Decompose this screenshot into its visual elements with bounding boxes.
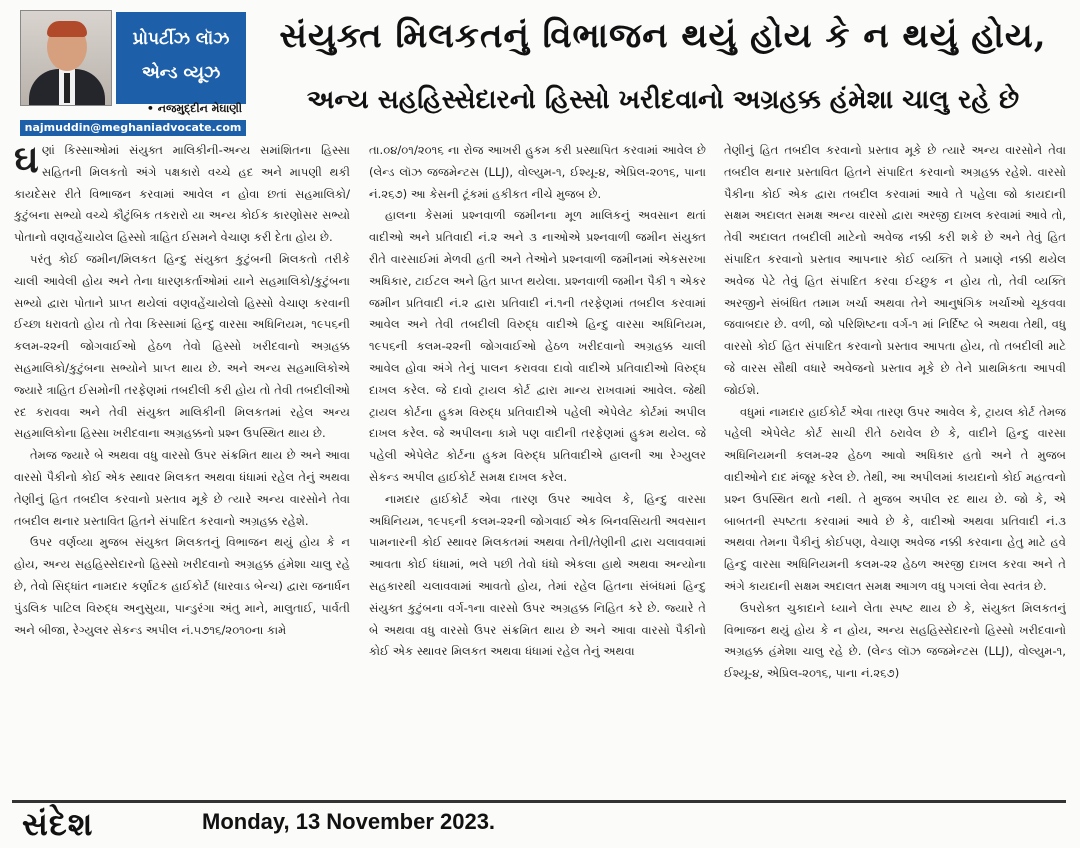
paragraph: નામદાર હાઈકોર્ટ એવા તારણ ઉપર આવેલ કે, હિન્દુ વારસા અધિનિયમ, ૧૯૫૬ની કલમ-૨૨ની જોગવાઈ એક બિનવસિયતી અવસાન પામનારની કોઈ સ્થાવર મિલકતમાં અથવા તેની/તેણીની દ્વારા ચલાવવામાં આવતા કોઈ ધંધામાં, ભલે પછી તેવો ધંધો એકલા હાથે અથવા અન્યોના સહકારથી ચલાવવામાં આવતો હોય, તેમાં રહેલ હિતના સંબંધમાં હિન્દુ સંયુક્ત કુટુંબના વર્ગ-૧ના વારસો ઉપર અગ્રહક્ક નિહિત કરે છે. જ્યારે તે બે અથવા વધુ વારસો ઉપર સંક્રમિત થાય છે અને આવા વારસો પૈકીનો કોઈ એક સ્થાવર મિલકત અથવા ધંધામાં રહેલ તેનું અથવા [369,491,706,659]
paragraph: તેણીનું હિત તબદીલ કરવાનો પ્રસ્તાવ મૂકે છે ત્યારે અન્ય વારસોને તેવા તબદીલ થનાર પ્રસ્તાવિત હિતને સંપાદિત કરવાનો અગ્રહક્ક રહેશે. વારસો પૈકીના કોઈ એક દ્વારા તબદીલ કરવામાં આવે તે પહેલા જો કાયદાની સક્ષમ અદાલત સમક્ષ અન્ય વારસો દ્વારા અરજી દાખલ કરવામાં આવે તો, તેવી અદાલત તબદીલી માટેનો અવેજ નક્કી કરી શકે છે અને તેવું હિત સંપાદિત કરવાનો પ્રસ્તાવ આપનાર કોઈ વ્યક્તિ તે પ્રમાણે નક્કી થયેલ અવેજ પેટે તેવું હિત સંપાદિત કરવા ઈચ્છુક ન હોય તો, તેવી વ્યક્તિ અરજીને સંબંધિત તમામ ખર્ચા અથવા તેને આનુષંગિક ખર્ચાઓ ચૂકવવા જવાબદાર છે. વળી, જો પરિશિષ્ટના વર્ગ-૧ માં નિર્દિષ્ટ બે અથવા તેથી, વધુ વારસો કોઈ હિત સંપાદિત કરવાનો પ્રસ્તાવ આપતા હોય, તો તબદીલી માટે જે વારસ સૌથી વધારે અવેજનો પ્રસ્તાવ મૂકે છે તેને પ્રાથમિકતા આપવી જોઈશે. [724,143,1066,397]
headline [258,6,1068,124]
paragraph: તા.૦૪/૦૧/૨૦૧૬ ના રોજ આખરી હુકમ કરી પ્રસ્થાપિત કરવામાં આવેલ છે (લેન્ડ લૉઝ જજમેન્ટસ (LLJ), વોલ્યુમ-૧, ઈશ્યૂ-૪, એપ્રિલ-૨૦૧૬, પાના નં.૨૬૭) આ કેસની ટૂંકમાં હકીકત નીચે મુજબ છે. [369,143,706,201]
article-column-3 [724,140,1066,796]
headline-line1: સંયુક્ત મિલકતનું વિભાજન થયું હોય કે ન થયું હોય, [279,16,1047,56]
column-name-line1: પ્રોપર્ટીઝ લૉઝ [132,29,230,49]
paragraph: ઉપર વર્ણવ્યા મુજબ સંયુક્ત મિલકતનું વિભાજન થયું હોય કે ન હોય, અન્ય સહહિસ્સેદારનો હિસ્સો ખરીદવાનો અગ્રહક્ક હંમેશા ચાલુ રહે છે, તેવો સિદ્ધાંત નામદાર કર્ણાટક હાઈકોર્ટ (ધારવાડ બેન્ચ) દ્વારા જનાર્ધન પુંડલિક પાટિલ વિરુદ્ધ અનુસુયા, પાન્ડુરંગા અંતુ માને, માલુતાઈ, પાર્વતી અને બીજા, રેગ્યુલર સેકન્ડ અપીલ નં.૫૭૧૬/૨૦૧૦ના કામે [14,535,350,637]
paragraph: ઉપરોક્ત ચુકાદાને ધ્યાને લેતા સ્પષ્ટ થાય છે કે, સંયુક્ત મિલકતનું વિભાજન થયું હોય કે ન હોય, અન્ય સહહિસ્સેદારનો હિસ્સો ખરીદવાનો અગ્રહક્ક હંમેશા ચાલુ રહે છે. (લેન્ડ લૉઝ જજમેન્ટસ (LLJ), વોલ્યુમ-૧, ઈશ્યૂ-૪, એપ્રિલ-૨૦૧૬, પાના નં.૨૬૭) [724,600,1066,681]
column-author-box [20,10,246,134]
paragraph: તેમજ જ્યારે બે અથવા વધુ વારસો ઉપર સંક્રમિત થાય છે અને આવા વારસો પૈકીનો કોઈ એક સ્થાવર મિલકત અથવા ધંધામાં રહેલ તેનું અથવા તેણીનું હિત તબદીલ કરવાનો પ્રસ્તાવ મૂકે છે ત્યારે અન્ય વારસોને તેવા તબદીલ થનાર પ્રસ્તાવિત હિતને સંપાદિત કરવાનો અગ્રહક્ક રહેશે. [14,448,350,528]
newspaper-masthead: સંદેશ [22,805,94,843]
author-email: najmuddin@meghaniadvocate.com [20,120,246,136]
article-column-1 [14,140,350,796]
paragraph: ઘણાં કિસ્સાઓમાં સંયુક્ત માલિકીની-અન્ય સમાંશિતના હિસ્સા સહિતની મિલકતો અંગે પક્ષકારો વચ્ચે હદ અને માપણી થકી કાયદેસર રીતે વિભાજન કરવામાં આવેલ ન હોવા છતાં સહમાલિકો/કુટુંબના સભ્યો વચ્ચે કૌટુંબિક તકરારો યા અન્ય કોઈક કારણોસર સભ્યો પોતાનો વણવહેંચાયેલ હિસ્સો ત્રાહિત ઈસમને વેચાણ કરી દેતા હોય છે. [14,140,350,245]
author-byline: • નજમુદ્દીન મેઘાણી [146,102,242,115]
article-column-2 [369,140,706,796]
column-name-line2: એન્ડ વ્યૂઝ [141,63,221,83]
headline-line2: અન્ય સહહિસ્સેદારનો હિસ્સો ખરીદવાનો અગ્રહક્ક હંમેશા ચાલુ રહે છે [306,85,1020,115]
paragraph: વધુમાં નામદાર હાઈકોર્ટ એવા તારણ ઉપર આવેલ કે, ટ્રાયલ કોર્ટ તેમજ પહેલી એપેલેટ કોર્ટ સાચી રીતે ઠરાવેલ છે કે, વાદીને હિન્દુ વારસા અધિનિયમની કલમ-૨૨ હેઠળ આવો અધિકાર હતો અને તે મુજબ વાદીઓને દાદ મંજૂર કરેલ છે. તેથી, આ અપીલમાં કાયદાનો કોઈ મહત્વનો પ્રશ્ન ઉપસ્થિત થતો નથી. તે મુજબ અપીલ રદ થાય છે. જો કે, એ બાબતની સ્પષ્ટતા કરવામાં આવે છે કે, વાદીઓ અથવા પ્રતિવાદી નં.૩ અથવા તેમના પૈકીનું કોઈપણ, વેચાણ અવેજ નક્કી કરવાના હેતુ માટે હવે હિન્દુ વારસા અધિનિયમની કલમ-૨૨ હેઠળ અરજી દાખલ કરવા અને તે અંગે કાયદાની સક્ષમ અદાલત સમક્ષ આગળ વધુ પગલાં લેવા સ્વતંત્ર છે. [724,404,1066,593]
column-name [116,12,246,104]
paragraph: પરંતુ કોઈ જમીન/મિલકત હિન્દુ સંયુક્ત કુટુંબની મિલકતો તરીકે ચાલી આવેલી હોય અને તેના ધારણકર્તાઓમાં યાને સહમાલિકો/કુટુંબના સભ્યો દ્વારા પોતાને પ્રાપ્ત થયેલાં વણવહેંચાયેલો હિસ્સો વેચાણ કરવાની ઈચ્છા ધરાવતો હોય તો તેવા કિસ્સામાં હિન્દુ વારસા અધિનિયમ, ૧૯૫૬ની કલમ-૨૨ની જોગવાઈઓ હેઠળ તેવો હિસ્સો ખરીદવાનો અગ્રહક્ક સહમાલિકો/કુટુંબના સભ્યોને પ્રાપ્ત થાય છે. અને અન્ય સહમાલિકોએ જ્યારે ત્રાહિત ઈસમોની તરફેણમાં તબદીલી કરી હોય તો તેવી તબદીલીઓ રદ કરાવવા અને તેવી સંયુક્ત માલિકીની મિલકતમાં રહેલ અન્ય સહમાલિકોના હિસ્સા ખરીદવાના અગ્રહક્કનો પ્રશ્ન ઉપસ્થિત થાય છે. [14,251,350,441]
drop-cap: ઘ [14,140,39,181]
article-body [14,140,1068,800]
article-header [8,6,1072,140]
paragraph: હાલના કેસમાં પ્રશ્નવાળી જમીનના મૂળ માલિકનું અવસાન થતાં વાદીઓ અને પ્રતિવાદી નં.૨ અને ૩ નાઓએ પ્રશ્નવાળી જમીન સંયુક્ત રીતે વારસાઈમાં મેળવી હતી અને તેઓને પ્રશ્નવાળી જમીનમાં એકસરખા અધિકાર, ટાઈટલ અને હિત પ્રાપ્ત થયેલા. પ્રશ્નવાળી જમીન પૈકી ૧ એકર જમીન પ્રતિવાદી નં.૨ દ્વારા પ્રતિવાદી નં.૧ની તરફેણમાં તબદીલ કરવામાં આવેલ અને તેવી તબદીલી વિરુદ્ધ વાદીએ હિન્દુ વારસા અધિનિયમ, ૧૯૫૬ની કલમ-૨૨ની જોગવાઈઓ હેઠળ ખરીદવાનો અગ્રહક્ક ચાલી આવેલ હોવા અંગે તેનું પાલન કરાવવા દાવો વાદીએ પ્રતિવાદીઓ વિરુદ્ધ દાખલ કરેલ. જે દાવો ટ્રાયલ કોર્ટ દ્વારા માન્ય રાખવામાં આવેલ. જેથી ટ્રાયલ કોર્ટના હુકમ વિરુદ્ધ પ્રતિવાદીએ પહેલી એપેલેટ કોર્ટમાં અપીલ દાખલ કરેલ. જે અપીલના કામે પણ વાદીની તરફેણમાં હુકમ થયેલ. જે પહેલી એપેલેટ કોર્ટના હુકમ વિરુદ્ધ પ્રતિવાદીએ હાલની આ રેગ્યુલર સેકન્ડ અપીલ હાઈકોર્ટ સમક્ષ દાખલ કરેલ. [369,208,706,484]
author-photo [20,10,112,106]
page-footer [12,800,1066,844]
publication-date: Monday, 13 November 2023. [202,809,496,834]
